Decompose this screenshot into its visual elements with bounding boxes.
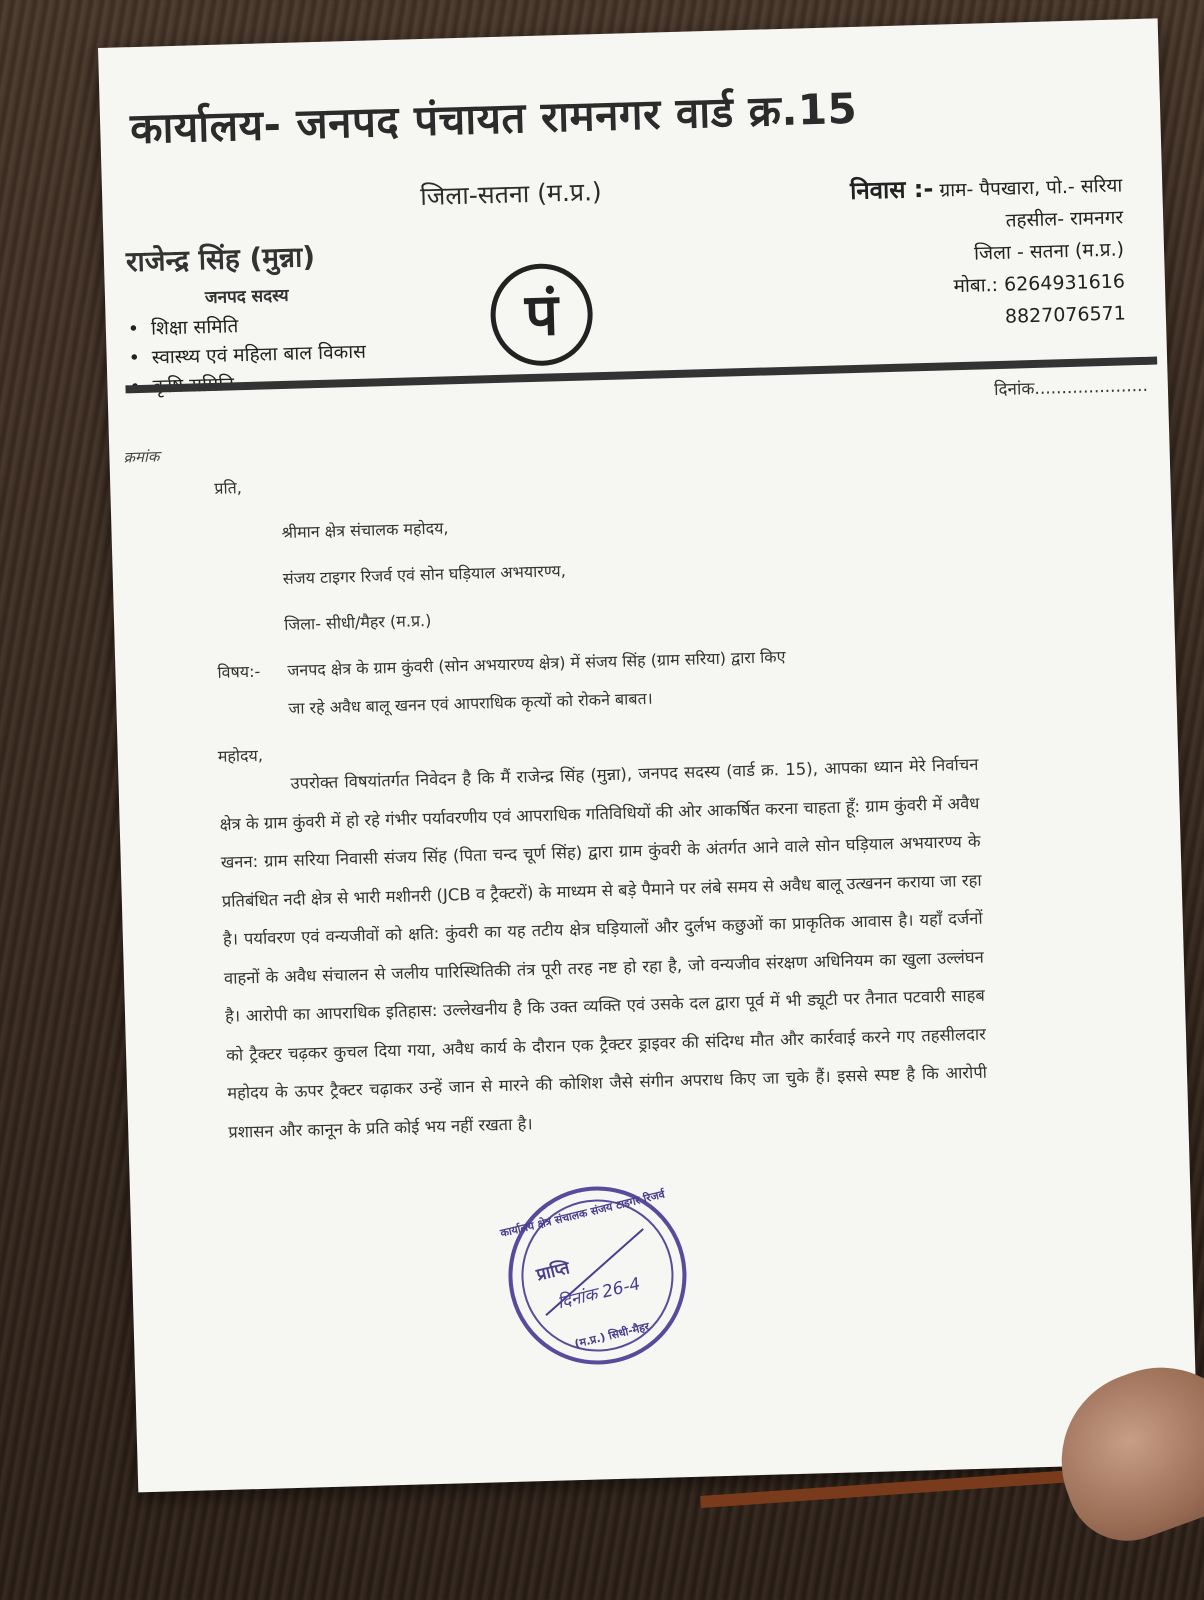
salutation: महोदय, bbox=[217, 745, 264, 766]
letter-body-paragraph: उपरोक्त विषयांतर्गत निवेदन है कि मैं राजेन्द्र सिंह (मुन्ना), जनपद सदस्य (वार्ड क्र. 15), आपका ध्यान मेरे निर्वाचन क्षेत्र के ग्राम कुंवरी में हो रहे गंभीर पर्यावरणीय एवं आपराधिक गतिविधियों की ओर आकर्षित करना चाहता हूँ: ग्राम कुंवरी में अवैध खनन: ग्राम सरिया निवासी संजय सिंह (पिता चन्द चूर्ण सिंह) द्वारा ग्राम कुंवरी के अंतर्गत आने वाले सोन घड़ियाल अभयारण्य के प्रतिबंधित नदी क्षेत्र से भारी मशीनरी (JCB व ट्रैक्टरों) के माध्यम से बड़े पैमाने पर लंबे समय से अवैध बालू उत्खनन कराया जा रहा है। पर्यावरण एवं वन्यजीवों को क्षति: कुंवरी का यह तटीय क्षेत्र घड़ियालों और दुर्लभ कछुओं का प्राकृतिक आवास है। यहाँ दर्जनों वाहनों के अवैध संचालन से जलीय पारिस्थितिकी तंत्र पूरी तरह नष्ट हो रहा है, जो वन्यजीव संरक्षण अधिनियम का खुला उल्लंघन है। आरोपी का आपराधिक इतिहास: उल्लेखनीय है कि उक्त व्यक्ति एवं उसके दल द्वारा पूर्व में भी ड्यूटी पर तैनात पटवारी साहब को ट्रैक्टर चढ़कर कुचल दिया गया, अवैध कार्य के दौरान एक ट्रैक्टर ड्राइवर की संदिग्ध मौत और कार्रवाई करने गए तहसीलदार महोदय के ऊपर ट्रैक्टर चढ़ाकर उन्हें जान से मारने की कोशिश जैसे संगीन अपराध किए जा चुके हैं। इससे स्पष्ट है कि आरोपी प्रशासन और कानून के प्रति कोई भय नहीं रखता है। bbox=[219, 754, 988, 1142]
mobile-label: मोबा.: bbox=[953, 273, 999, 298]
recipient-line-1: श्रीमान क्षेत्र संचालक महोदय, bbox=[281, 518, 449, 543]
member-role: जनपद सदस्य bbox=[204, 285, 289, 309]
mobile-number-2: 8827076571 bbox=[1004, 302, 1127, 328]
official-seal-stamp bbox=[490, 1168, 705, 1383]
committee-item: • शिक्षा समिति bbox=[127, 309, 365, 345]
address-line-3: जिला - सतना (म.प्र.) bbox=[973, 238, 1125, 265]
address-block bbox=[850, 167, 1127, 337]
seal-top-text: कार्यालय क्षेत्र संचालक संजय टाइगर रिजर्व bbox=[499, 1187, 667, 1240]
recipient-line-2: संजय टाइगर रिजर्व एवं सोन घड़ियाल अभयारण्य, bbox=[282, 561, 567, 589]
seal-bottom-text: (म.प्र.) सिधी-मैहर bbox=[573, 1320, 651, 1351]
date-field: दिनांक..................... bbox=[993, 375, 1149, 401]
subject-line-2: जा रहे अवैध बालू खनन एवं आपराधिक कृत्यों को रोकने बाबत। bbox=[288, 688, 653, 718]
seal-date-text: दिनांक 26-4 bbox=[555, 1274, 643, 1314]
address-line-2: तहसील- रामनगर bbox=[1005, 206, 1124, 232]
address-line-1: ग्राम- पैपखारा, पो.- सरिया bbox=[939, 174, 1123, 202]
address-label: निवास :- bbox=[849, 174, 934, 206]
seal-received-text: प्राप्ति bbox=[534, 1258, 572, 1286]
reference-number-label: क्रमांक bbox=[123, 447, 160, 467]
committee-item: • स्वास्थ्य एवं महिला बाल विकास bbox=[128, 338, 366, 374]
panchayat-logo-icon: पं bbox=[489, 262, 594, 367]
subject-line-1: जनपद क्षेत्र के ग्राम कुंवरी (सोन अभयारण्य क्षेत्र) में संजय सिंह (ग्राम सरिया) द्वारा किए bbox=[287, 647, 786, 680]
recipient-prefix: प्रति, bbox=[214, 478, 243, 498]
office-title: कार्यालय- जनपद पंचायत रामनगर वार्ड क्र.15 bbox=[129, 83, 858, 154]
member-name: राजेन्द्र सिंह (मुन्ना) bbox=[125, 240, 316, 279]
recipient-line-3: जिला- सीधी/मैहर (म.प्र.) bbox=[283, 610, 432, 635]
letter-page bbox=[98, 18, 1198, 1492]
subject-label: विषय:- bbox=[217, 661, 261, 682]
mobile-number-1: 6264931616 bbox=[1003, 270, 1126, 296]
district-line: जिला-सतना (म.प्र.) bbox=[419, 176, 603, 212]
